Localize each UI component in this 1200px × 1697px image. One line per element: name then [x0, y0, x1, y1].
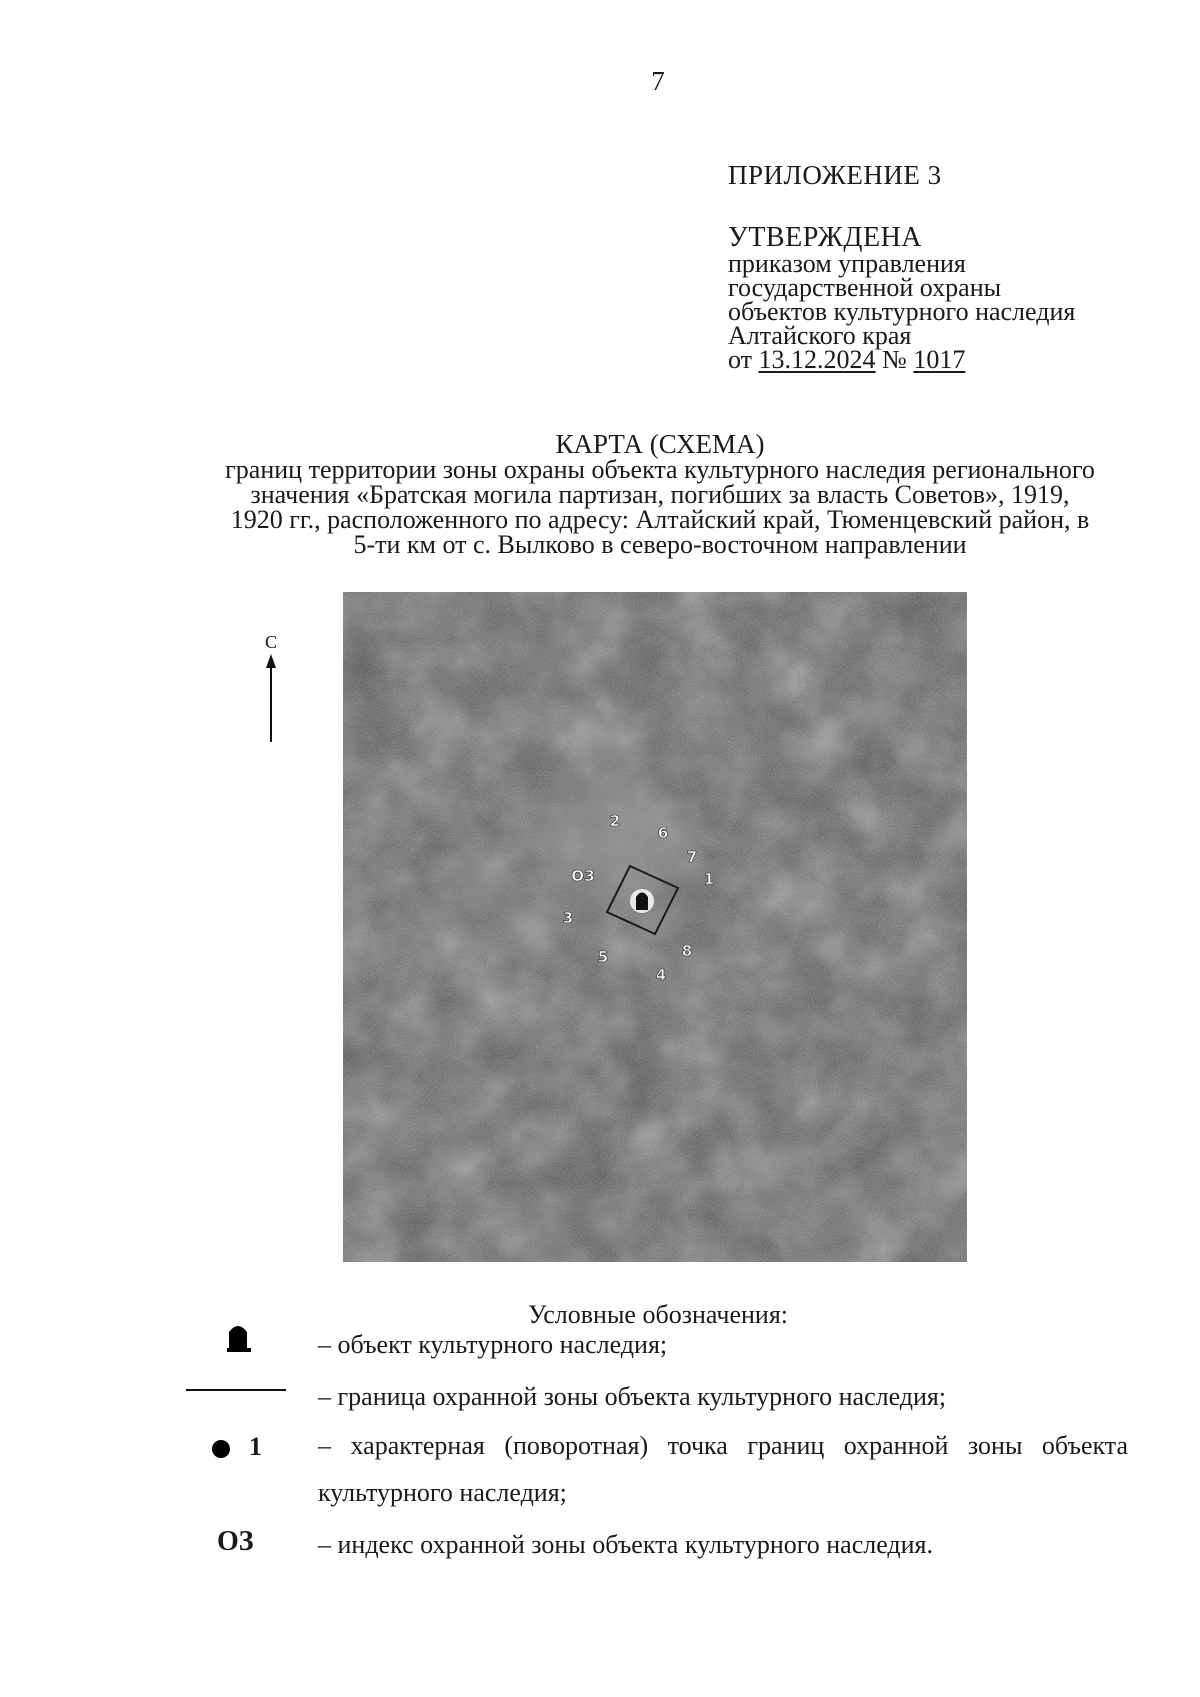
point-label-8: 8: [681, 942, 693, 960]
north-arrow-icon: [259, 634, 283, 744]
approval-date-line: [728, 345, 1075, 374]
point-label-5: 5: [597, 948, 609, 966]
approval-date-prefix: от: [728, 345, 753, 374]
approval-line-3: объектов культурного наследия: [728, 297, 1076, 326]
monument-legend-icon: [224, 1322, 252, 1352]
approval-line-4: Алтайского края: [728, 321, 912, 350]
approval-line-1: приказом управления: [728, 249, 966, 278]
approval-number: 1017: [913, 345, 966, 374]
north-label: С: [264, 634, 278, 652]
approval-block: [728, 222, 1076, 374]
approval-date: 13.12.2024: [758, 345, 876, 374]
legend-object: – объект культурного наследия;: [318, 1330, 668, 1359]
boundary-line-symbol: [186, 1389, 286, 1391]
zone-index-symbol: ОЗ: [217, 1526, 254, 1557]
legend-point-line-1: – характерная (поворотная) точка границ охранной зоны объекта: [318, 1431, 1128, 1460]
satellite-map: [343, 592, 967, 1262]
map-title-line-3: 1920 гг., расположенного по адресу: Алтайский край, Тюменцевский район, в: [230, 505, 1090, 534]
map-title-block: [170, 429, 1150, 559]
monument-icon: [630, 889, 654, 913]
point-label-6: 6: [657, 824, 669, 842]
point-label-3: 3: [562, 909, 574, 927]
point-label-1: 1: [703, 870, 715, 888]
point-symbol-icon: [212, 1440, 230, 1458]
map-title-line-2: значения «Братская могила партизан, погибших за власть Советов», 1919,: [250, 480, 1070, 509]
map-title-line-4: 5-ти км от с. Вылково в северо-восточном направлении: [353, 530, 967, 559]
legend-title: Условные обозначения:: [527, 1300, 789, 1329]
point-label-4: 4: [655, 966, 667, 984]
approval-number-sign: №: [882, 345, 907, 374]
approval-heading: УТВЕРЖДЕНА: [728, 222, 923, 253]
legend-zone-index: – индекс охранной зоны объекта культурного наследия.: [318, 1530, 934, 1559]
map-title-heading: КАРТА (СХЕМА): [555, 429, 765, 459]
appendix-label: ПРИЛОЖЕНИЕ 3: [728, 160, 942, 190]
page-number: 7: [651, 66, 665, 96]
point-label-7: 7: [686, 848, 698, 866]
zone-index-label: ОЗ: [571, 867, 595, 885]
map-title-line-1: границ территории зоны охраны объекта культурного наследия регионального: [225, 455, 1095, 484]
approval-line-2: государственной охраны: [728, 273, 1002, 302]
point-label-2: 2: [609, 812, 621, 830]
point-symbol-number: 1: [249, 1432, 262, 1461]
legend-point-line-2: культурного наследия;: [318, 1478, 567, 1507]
legend-boundary: – граница охранной зоны объекта культурного наследия;: [318, 1382, 947, 1411]
